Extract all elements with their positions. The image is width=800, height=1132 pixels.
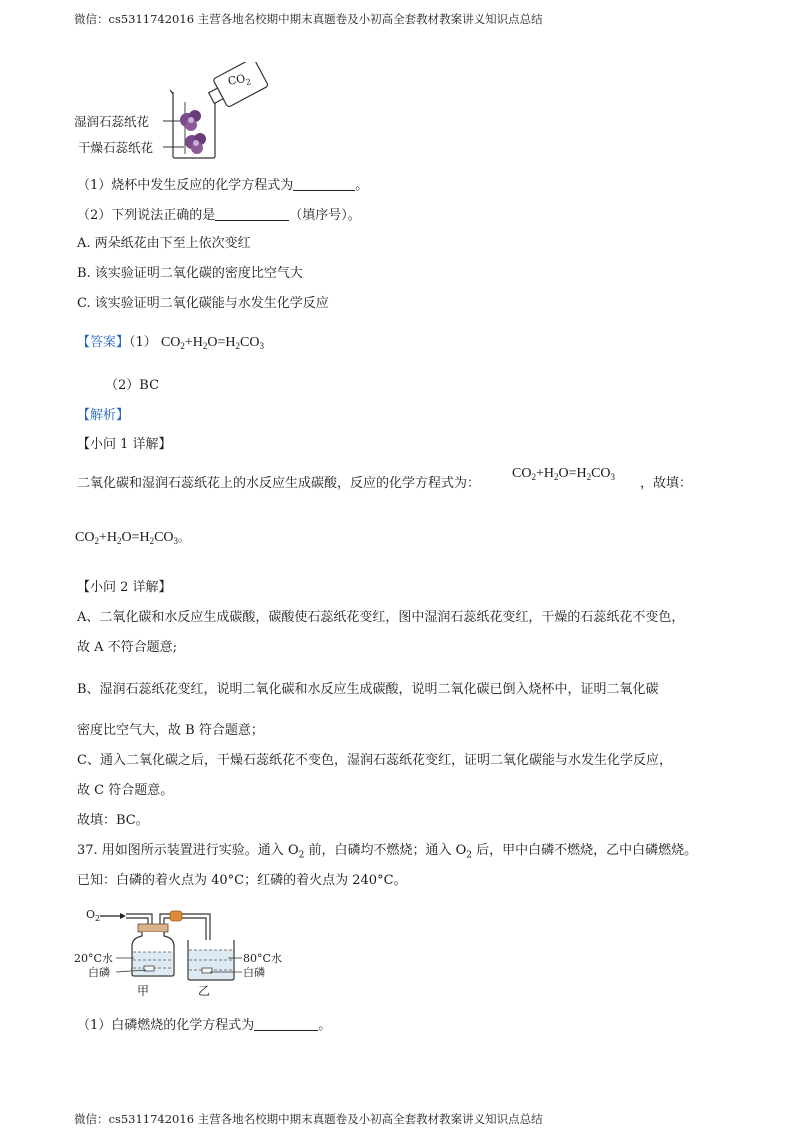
q37-stem-line1: 37. 用如图所示装置进行实验。通入 $O_2$ 前，白磷均不燃烧；通入 $O_2$ 后，甲中白磷不燃烧，乙中白磷燃烧。 xyxy=(77,843,698,861)
dry-litmus-flower xyxy=(185,133,206,154)
wet-litmus-flower xyxy=(180,110,201,131)
fill-answer: 故填：BC。 xyxy=(77,813,149,828)
left-water-label: 20°C水 xyxy=(74,952,113,965)
q1-detail-title: 【小问 1 详解】 xyxy=(77,437,172,452)
q1-formula: $CO_2+H_2O=H_2CO_3$ xyxy=(512,466,616,482)
option-a: A. 两朵纸花由下至上依次变红 xyxy=(77,236,251,251)
q36-sub1: （1）烧杯中发生反应的化学方程式为 。 xyxy=(77,178,369,193)
wet-flower-label: 湿润石蕊纸花 xyxy=(74,114,150,129)
analysis-tag: 【解析】 xyxy=(77,408,130,423)
bottle-label: $CO_2$ xyxy=(226,72,252,88)
page-header: 微信：cs5311742016 主营各地名校期中期末真题卷及小初高全套教材教案讲义知识点总结 xyxy=(74,12,543,26)
q2-b-line2: 密度比空气大，故 B 符合题意； xyxy=(77,723,264,738)
q1-tail: ，故填： xyxy=(640,476,693,491)
beaker-yi-label: 乙 xyxy=(198,984,211,998)
q2-c-line2: 故 C 符合题意。 xyxy=(77,783,174,798)
q37-sub1: （1）白磷燃烧的化学方程式为 。 xyxy=(77,1018,332,1033)
answer-line2: （2）BC xyxy=(105,378,160,393)
q2-detail-title: 【小问 2 详解】 xyxy=(77,580,172,595)
answer-line1: 【答案】（1） $CO_2+H_2O=H_2CO_3$ xyxy=(77,335,264,351)
option-b: B. 该实验证明二氧化碳的密度比空气大 xyxy=(77,266,303,281)
dry-flower-label: 干燥石蕊纸花 xyxy=(78,140,154,155)
o2-label: $O_2$ xyxy=(86,908,101,924)
right-water-label: 80°C水 xyxy=(243,952,282,965)
q1-detail-text: 二氧化碳和湿润石蕊纸花上的水反应生成碳酸，反应的化学方程式为： xyxy=(77,476,481,491)
q37-stem-line2: 已知：白磷的着火点为 40°C；红磷的着火点为 240°C。 xyxy=(77,873,407,888)
answer-formula: $CO_2+H_2O=H_2CO_3$ xyxy=(160,335,264,351)
option-c: C. 该实验证明二氧化碳能与水发生化学反应 xyxy=(77,296,329,311)
q2-b-line1: B、湿润石蕊纸花变红，说明二氧化碳和水反应生成碳酸，说明二氧化碳已倒入烧杯中，证明二氧化碳 xyxy=(77,682,659,697)
q2-a-line1: A、二氧化碳和水反应生成碳酸，碳酸使石蕊纸花变红，图中湿润石蕊纸花变红，干燥的石蕊纸花不变色， xyxy=(77,610,685,625)
right-phosphorus-label: 白磷 xyxy=(243,966,265,979)
q2-c-line1: C、通入二氧化碳之后，干燥石蕊纸花不变色，湿润石蕊纸花变红，证明二氧化碳能与水发生化学反应， xyxy=(77,753,672,768)
left-phosphorus-label: 白磷 xyxy=(88,966,110,979)
page-footer: 微信：cs5311742016 主营各地名校期中期末真题卷及小初高全套教材教案讲义知识点总结 xyxy=(74,1112,543,1126)
flask-jia-label: 甲 xyxy=(137,984,150,998)
answer-tag: 【答案】 xyxy=(77,335,130,350)
q36-sub2: （2）下列说法正确的是 （填序号）。 xyxy=(77,208,361,223)
q1-answer-formula: $CO_2+H_2O=H_2CO_3$。 xyxy=(75,530,191,546)
q2-a-line2: 故 A 不符合题意; xyxy=(77,640,178,655)
